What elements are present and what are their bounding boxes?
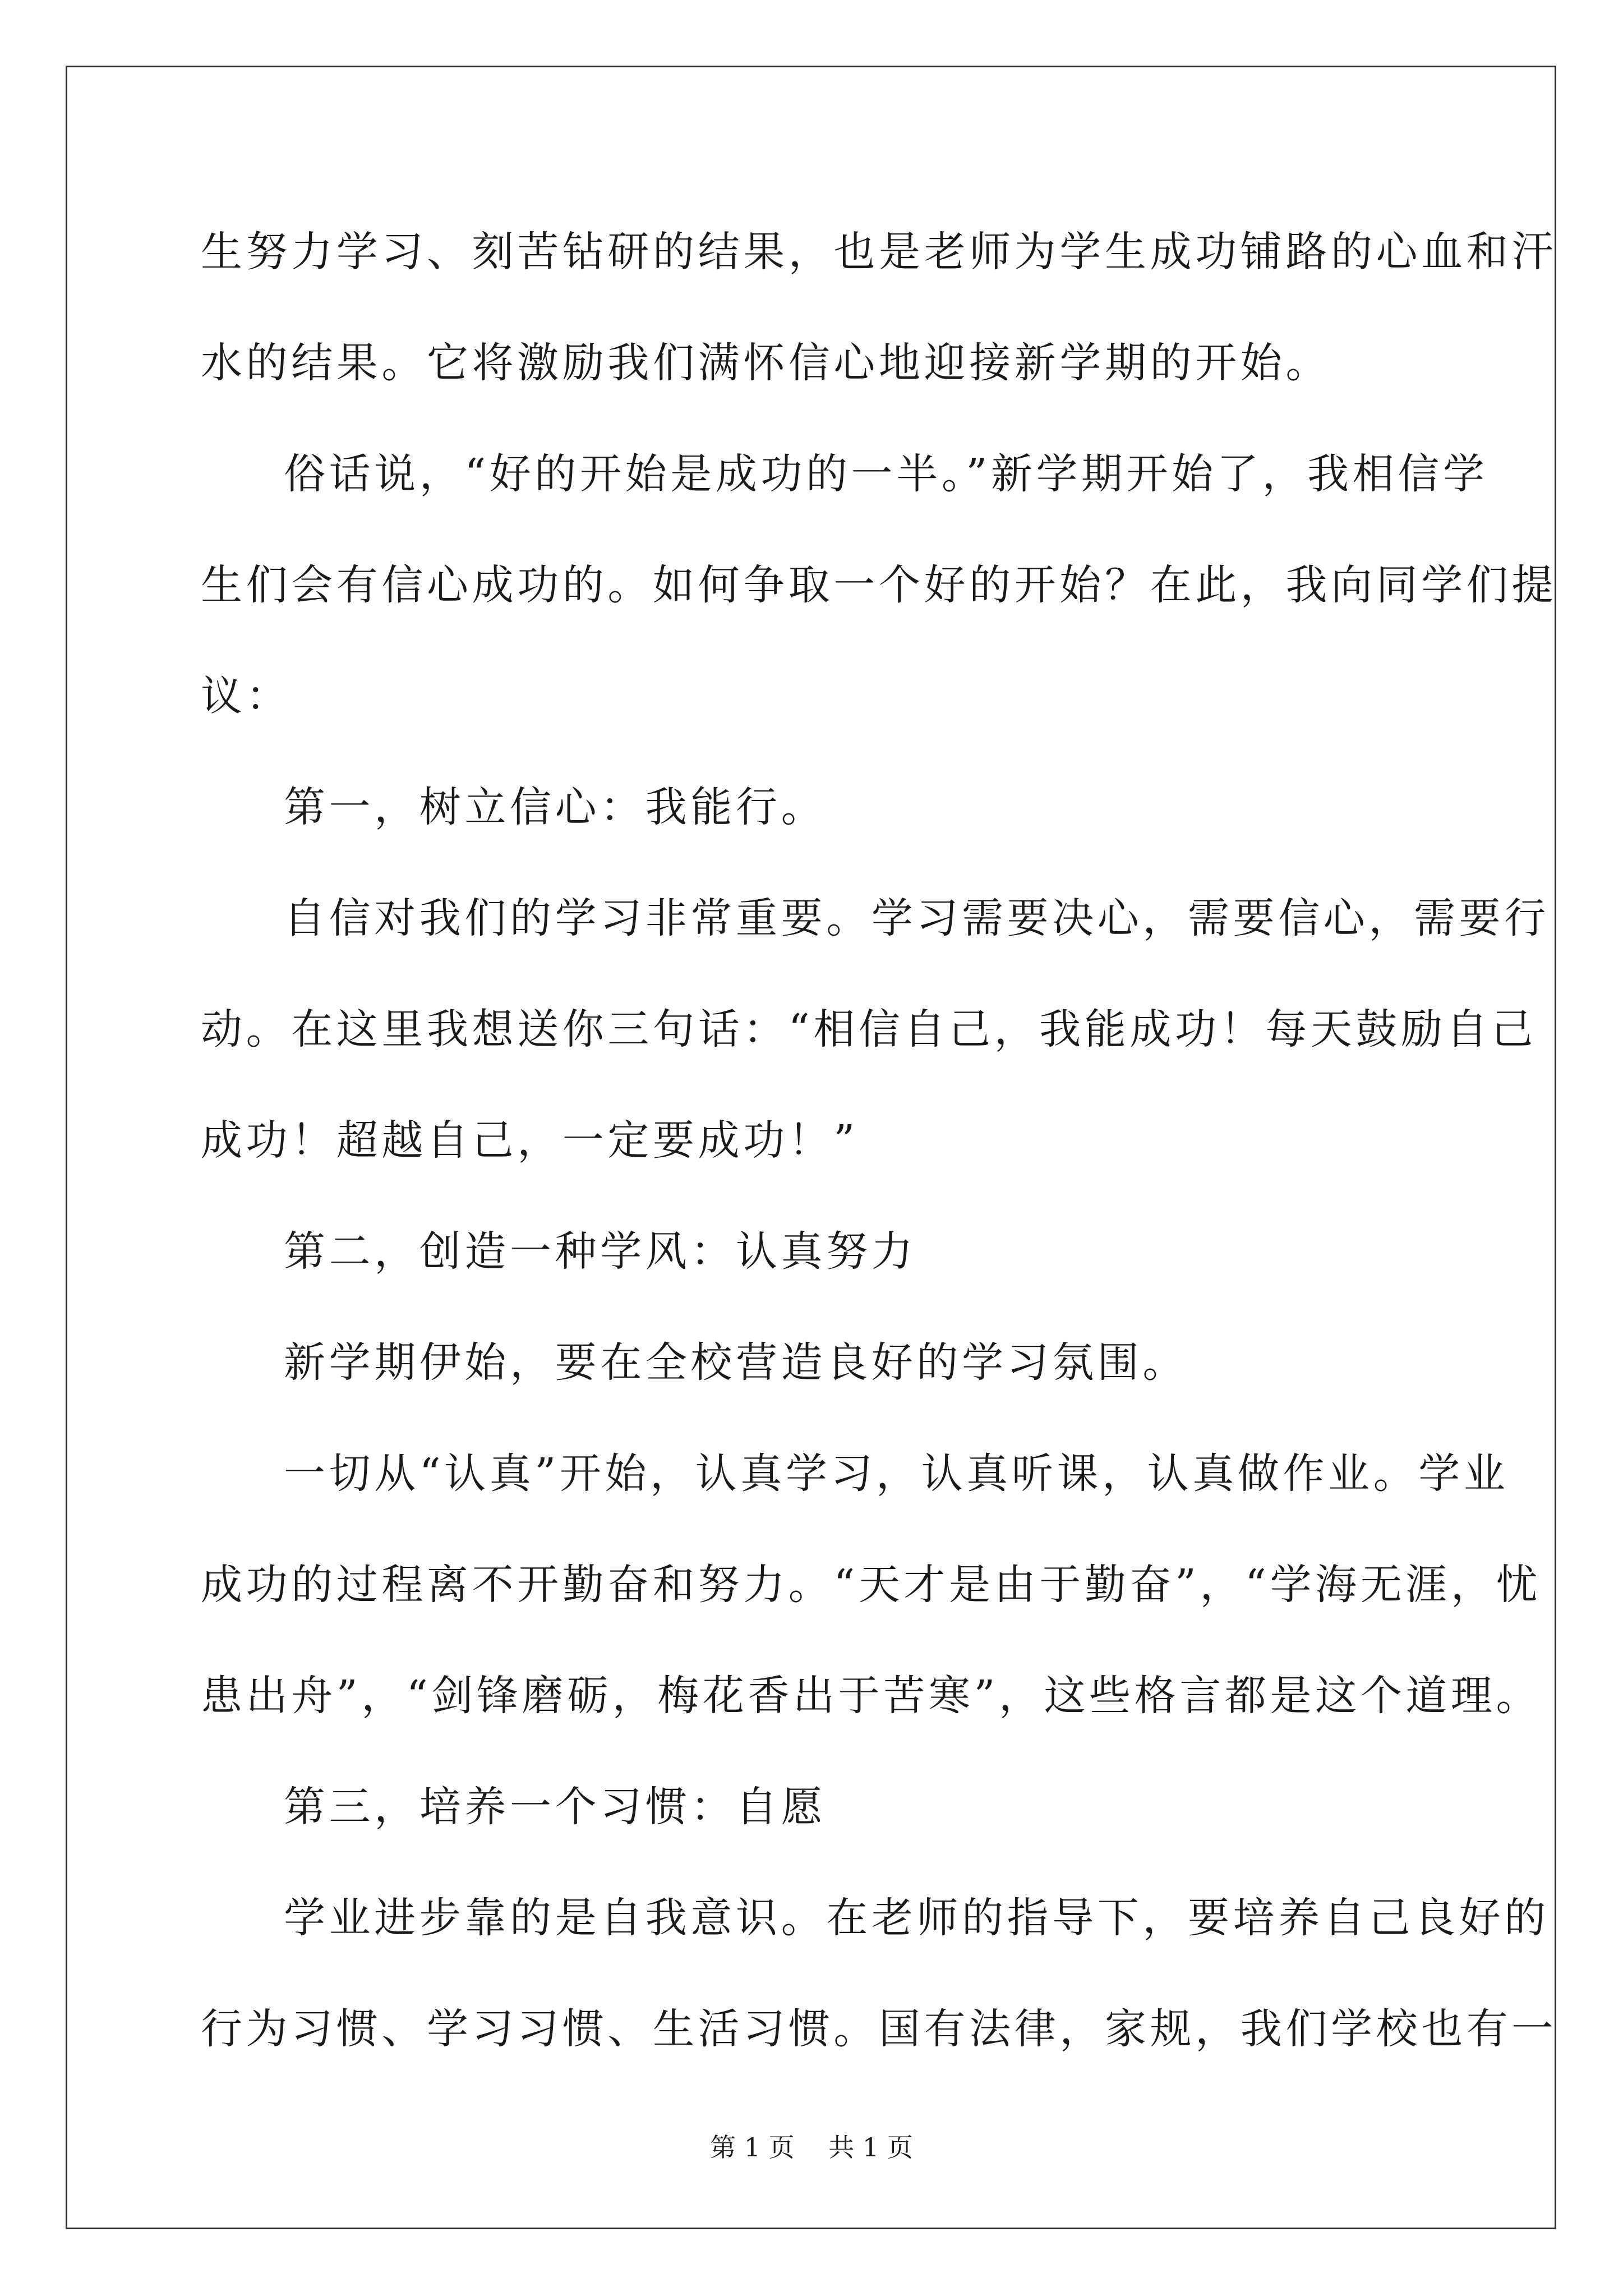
text-line: 自信对我们的学习非常重要。学习需要决心，需要信心，需要行 [284,894,1550,942]
text-line: 俗话说，“好的开始是成功的一半。”新学期开始了，我相信学 [284,450,1488,498]
text-line: 水的结果。它将激励我们满怀信心地迎接新学期的开始。 [201,339,1331,387]
text-line: 一切从“认真”开始，认真学习，认真听课，认真做作业。学业 [284,1450,1509,1498]
section-heading: 第二，创造一种学风：认真努力 [284,1227,917,1276]
page-number-footer: 第 1 页 共 1 页 [710,2132,913,2162]
text-line: 患出舟”，“剑锋磨砺，梅花香出于苦寒”，这些格言都是这个道理。 [201,1672,1542,1720]
document-body [201,210,1557,2098]
text-line: 生努力学习、刻苦钻研的结果，也是老师为学生成功铺路的心血和汗 [201,228,1557,276]
text-line: 新学期伊始，要在全校营造良好的学习氛围。 [284,1338,1188,1387]
section-heading: 第一，树立信心：我能行。 [284,783,827,831]
text-line: 议： [201,672,292,720]
text-line: 成功的过程离不开勤奋和努力。“天才是由于勤奋”，“学海无涯，忧 [201,1561,1542,1609]
section-heading: 第三，培养一个习惯：自愿 [284,1783,827,1831]
text-line: 生们会有信心成功的。如何争取一个好的开始？在此，我向同学们提 [201,561,1557,609]
text-line: 行为习惯、学习习惯、生活习惯。国有法律，家规，我们学校也有一 [201,2005,1557,2053]
text-line: 成功！超越自己，一定要成功！” [201,1116,859,1165]
text-line: 学业进步靠的是自我意识。在老师的指导下，要培养自己良好的 [284,1894,1550,1942]
text-line: 动。在这里我想送你三句话：“相信自己，我能成功！每天鼓励自己 [201,1005,1537,1053]
